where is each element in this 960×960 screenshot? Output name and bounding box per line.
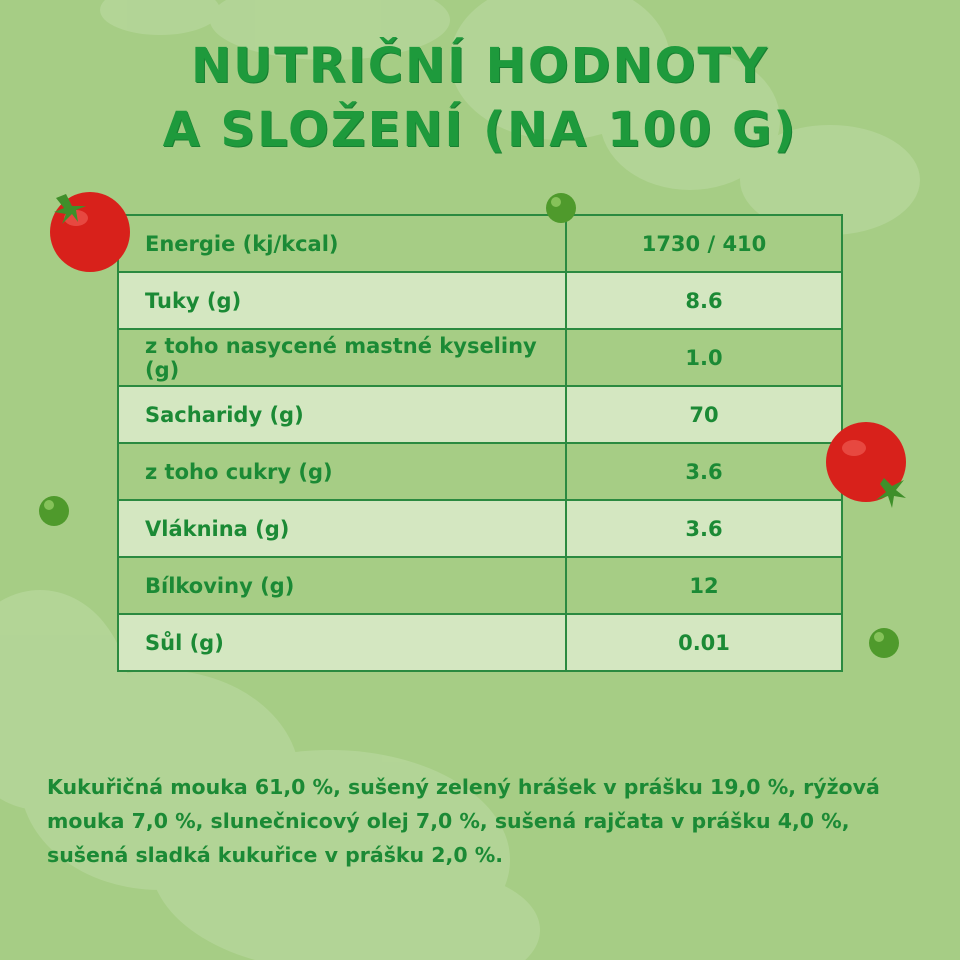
table-row [118, 557, 842, 614]
nutrient-value: 8.6 [566, 272, 842, 329]
nutrient-value: 1.0 [566, 329, 842, 386]
table-row [118, 272, 842, 329]
nutrient-value: 0.01 [566, 614, 842, 671]
nutrient-value: 12 [566, 557, 842, 614]
table-row [118, 329, 842, 386]
nutrient-value: 70 [566, 386, 842, 443]
page-title [0, 34, 960, 162]
nutrient-label: z toho nasycené mastné kyseliny (g) [118, 329, 566, 386]
table-row [118, 500, 842, 557]
nutrient-label: Energie (kj/kcal) [118, 215, 566, 272]
tomato-icon [42, 184, 134, 276]
nutrient-value: 1730 / 410 [566, 215, 842, 272]
nutrient-value: 3.6 [566, 443, 842, 500]
nutrient-label: Bílkoviny (g) [118, 557, 566, 614]
table-row [118, 386, 842, 443]
title-line-2: A SLOŽENÍ (NA 100 G) [162, 102, 798, 158]
nutrient-label: Sacharidy (g) [118, 386, 566, 443]
pea-icon [867, 626, 901, 660]
ingredients-text: Kukuřičná mouka 61,0 %, sušený zelený hrášek v prášku 19,0 %, rýžová mouka 7,0 %, slunečnicový olej 7,0 %, sušená rajčata v prášku 4,0 %, sušená sladká kukuřice v prášku 2,0 %. [47, 775, 880, 867]
tomato-icon [822, 418, 914, 510]
title-line-1: NUTRIČNÍ HODNOTY [191, 38, 769, 94]
nutrient-value: 3.6 [566, 500, 842, 557]
nutrition-table [117, 214, 843, 672]
table-row [118, 215, 842, 272]
nutrient-label: Tuky (g) [118, 272, 566, 329]
nutrient-label: Sůl (g) [118, 614, 566, 671]
nutrient-label: z toho cukry (g) [118, 443, 566, 500]
table-row [118, 443, 842, 500]
pea-icon [544, 191, 578, 225]
pea-icon [37, 494, 71, 528]
table-row [118, 614, 842, 671]
nutrient-label: Vláknina (g) [118, 500, 566, 557]
